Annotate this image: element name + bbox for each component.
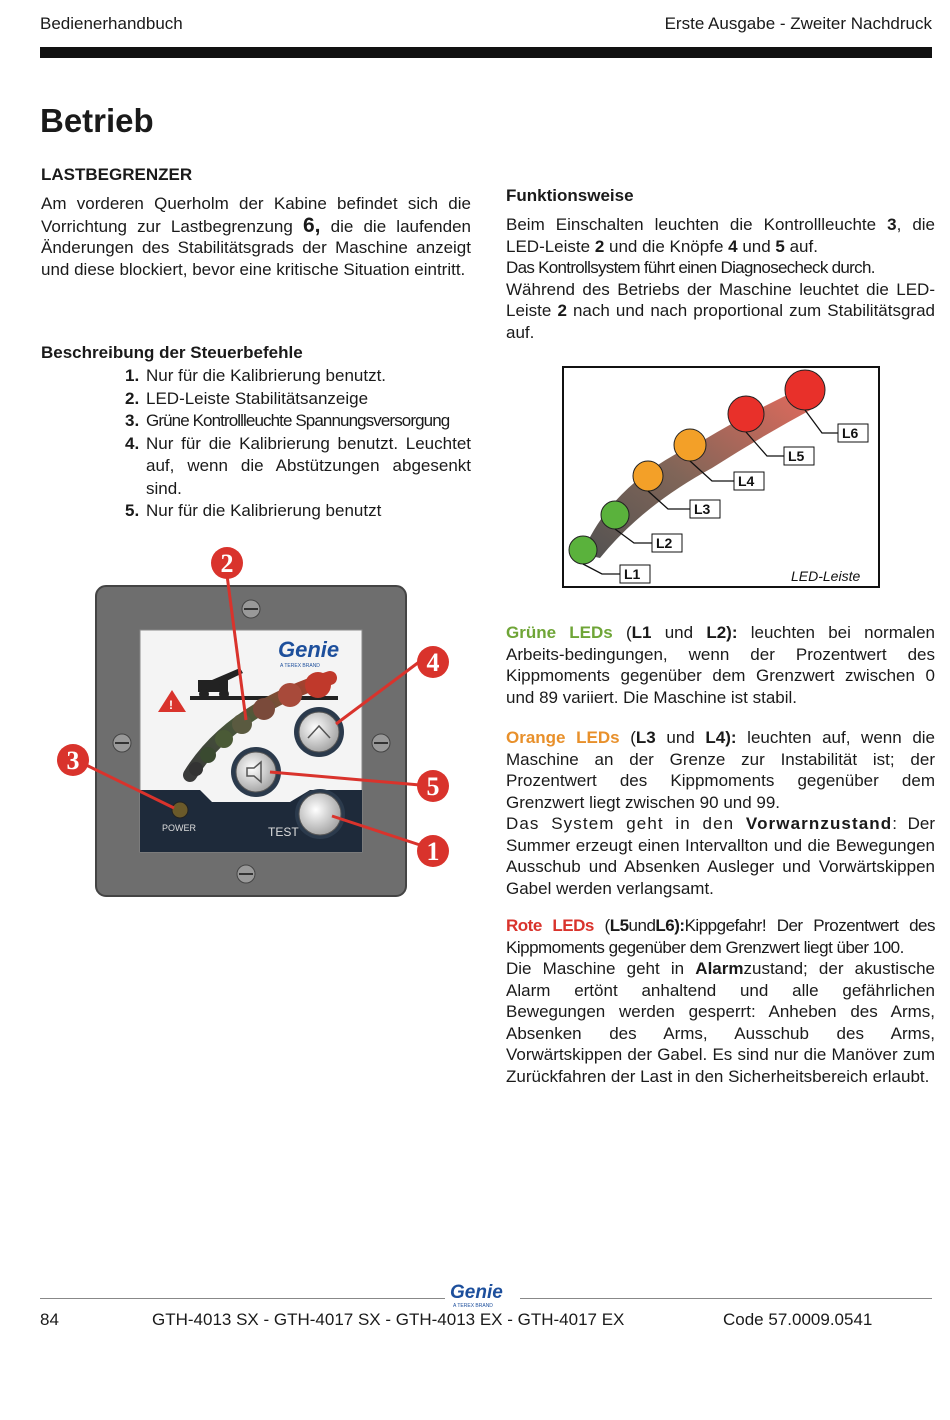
control-panel-illustration bbox=[40, 540, 480, 910]
svg-text:4: 4 bbox=[426, 648, 440, 677]
panel-brand: Genie bbox=[278, 637, 340, 662]
page-title: Betrieb bbox=[40, 102, 154, 139]
footer-brand-sub: A TEREX BRAND bbox=[453, 1303, 493, 1309]
svg-text:5: 5 bbox=[426, 772, 440, 801]
list-item: 5. Nur für die Kalibrierung benutzt bbox=[125, 501, 382, 520]
led-label-l6: L6 bbox=[842, 425, 859, 441]
header-left: Bedienerhandbuch bbox=[40, 14, 183, 33]
red-leds-alarm: Die Maschine geht in Alarmzustand; der akustische Alarm ertönt anhaltend und alle gefährlichen Bewegungen werden gesperrt: Anheben des Arms, Absenken des Arms, Ausschub des Arms, Vorwärtskippen der Gabel. Es sind nur die Manöver zum Zurückfahren der Last in den Sicherheitsbereich erlaubt. bbox=[506, 959, 935, 1086]
svg-text:1: 1 bbox=[426, 837, 440, 866]
controls-list bbox=[41, 365, 471, 523]
led-label-l2: L2 bbox=[656, 535, 673, 551]
lastbegrenzer-ref: 6, bbox=[302, 213, 321, 237]
footer-brand: Genie bbox=[450, 1282, 503, 1303]
panel-brand-sub: A TEREX BRAND bbox=[280, 663, 320, 669]
led-l5-icon bbox=[728, 396, 764, 432]
lastbegrenzer-text-1: Am vorderen Querholm der Kabine befindet sich die Vorrichtung zur Lastbegrenzung bbox=[41, 194, 471, 236]
led-l3-icon bbox=[633, 461, 663, 491]
led-bar-diagram bbox=[562, 366, 880, 588]
red-leds-main: Rote LEDs (L5undL6):Kippgefahr! Der Prozentwert des Kippmoments gegenüber dem Grenzwert liegt über 100. bbox=[506, 916, 935, 957]
orange-leds-paragraph bbox=[506, 727, 935, 899]
led-label-l4: L4 bbox=[738, 473, 755, 489]
led-l6-icon bbox=[785, 370, 825, 410]
function-p3: Während des Betriebs der Maschine leuchtet die LED-Leiste 2 nach und nach proportional zum Stabilitätsgrad auf. bbox=[506, 279, 935, 342]
lastbegrenzer-text-2: die die laufenden Änderungen des Stabilitätsgrads der Maschine anzeigt und diese blockiert, bevor eine kritische Situation eintritt. bbox=[41, 216, 471, 279]
power-label: POWER bbox=[162, 823, 197, 833]
power-led bbox=[172, 802, 188, 818]
orange-leds-warning: Das System geht in den Vorwarnzustand: Der Summer erzeugt einen Intervallton und die Bewegungen Ausschub und Absenken Ausleger und Vorwärtskippen Gabel werden verlangsamt. bbox=[506, 814, 935, 898]
lastbegrenzer-paragraph bbox=[41, 193, 471, 280]
section-heading-function: Funktionsweise bbox=[506, 186, 634, 205]
list-item: 3. Grüne Kontrollleuchte Spannungsversorgung bbox=[125, 411, 450, 430]
red-leds-paragraph bbox=[506, 915, 935, 1087]
green-leds-paragraph: Grüne LEDs (L1 und L2): leuchten bei normalen Arbeits-bedingungen, wenn der Prozentwert des Kippmoments gegenüber dem Grenzwert zwischen 0 und 89 variiert. Die Maschine ist stabil. bbox=[506, 623, 935, 707]
list-item: 2. LED-Leiste Stabilitätsanzeige bbox=[125, 388, 369, 408]
footer-models: GTH-4013 SX - GTH-4017 SX - GTH-4013 EX - GTH-4017 EX bbox=[152, 1310, 625, 1329]
red-leds-label: Rote LEDs bbox=[506, 916, 594, 935]
led-label-l3: L3 bbox=[694, 501, 711, 517]
outrigger-button[interactable] bbox=[299, 712, 339, 752]
function-p2: Das Kontrollsystem führt einen Diagnosecheck durch. bbox=[506, 258, 875, 277]
led-l4-icon bbox=[674, 429, 706, 461]
orange-leds-label: Orange LEDs bbox=[506, 728, 620, 747]
test-label: TEST bbox=[268, 825, 299, 839]
green-leds-label: Grüne LEDs bbox=[506, 623, 613, 642]
header-right: Erste Ausgabe - Zweiter Nachdruck bbox=[664, 14, 932, 33]
svg-text:2: 2 bbox=[220, 549, 234, 578]
footer-rule-left bbox=[40, 1298, 445, 1299]
page-number: 84 bbox=[40, 1310, 59, 1329]
led-l2-icon bbox=[601, 501, 629, 529]
orange-leds-main: Orange LEDs (L3 und L4): leuchten auf, wenn die Maschine an der Grenze zur Instabilität ist; der Prozentwert des Kippmoments gegenüber dem Grenzwert liegt zwischen 90 und 99. bbox=[506, 728, 936, 812]
led-label-l1: L1 bbox=[624, 566, 641, 582]
list-item: 4. Nur für die Kalibrierung benutzt. Leuchtet auf, wenn die Abstützungen abgesenkt sind. bbox=[125, 433, 471, 498]
diagram-frame bbox=[563, 367, 879, 587]
svg-text:!: ! bbox=[169, 698, 173, 712]
function-paragraph bbox=[506, 214, 935, 343]
function-p1: Beim Einschalten leuchten die Kontrollleuchte 3, die LED-Leiste 2 und die Knöpfe 4 und 5 auf. bbox=[506, 215, 935, 256]
section-heading-controls: Beschreibung der Steuerbefehle bbox=[41, 343, 303, 362]
section-heading-lastbegrenzer: LASTBEGRENZER bbox=[41, 165, 193, 184]
led-label-l5: L5 bbox=[788, 448, 805, 464]
footer-code: Code 57.0009.0541 bbox=[723, 1310, 873, 1329]
list-item: 1. Nur für die Kalibrierung benutzt. bbox=[125, 366, 387, 385]
diagram-caption: LED-Leiste bbox=[791, 568, 861, 584]
svg-text:3: 3 bbox=[66, 746, 80, 775]
test-button[interactable] bbox=[299, 793, 341, 835]
footer-rule-right bbox=[520, 1298, 932, 1299]
led-l1-icon bbox=[569, 536, 597, 564]
header-rule bbox=[40, 47, 932, 58]
